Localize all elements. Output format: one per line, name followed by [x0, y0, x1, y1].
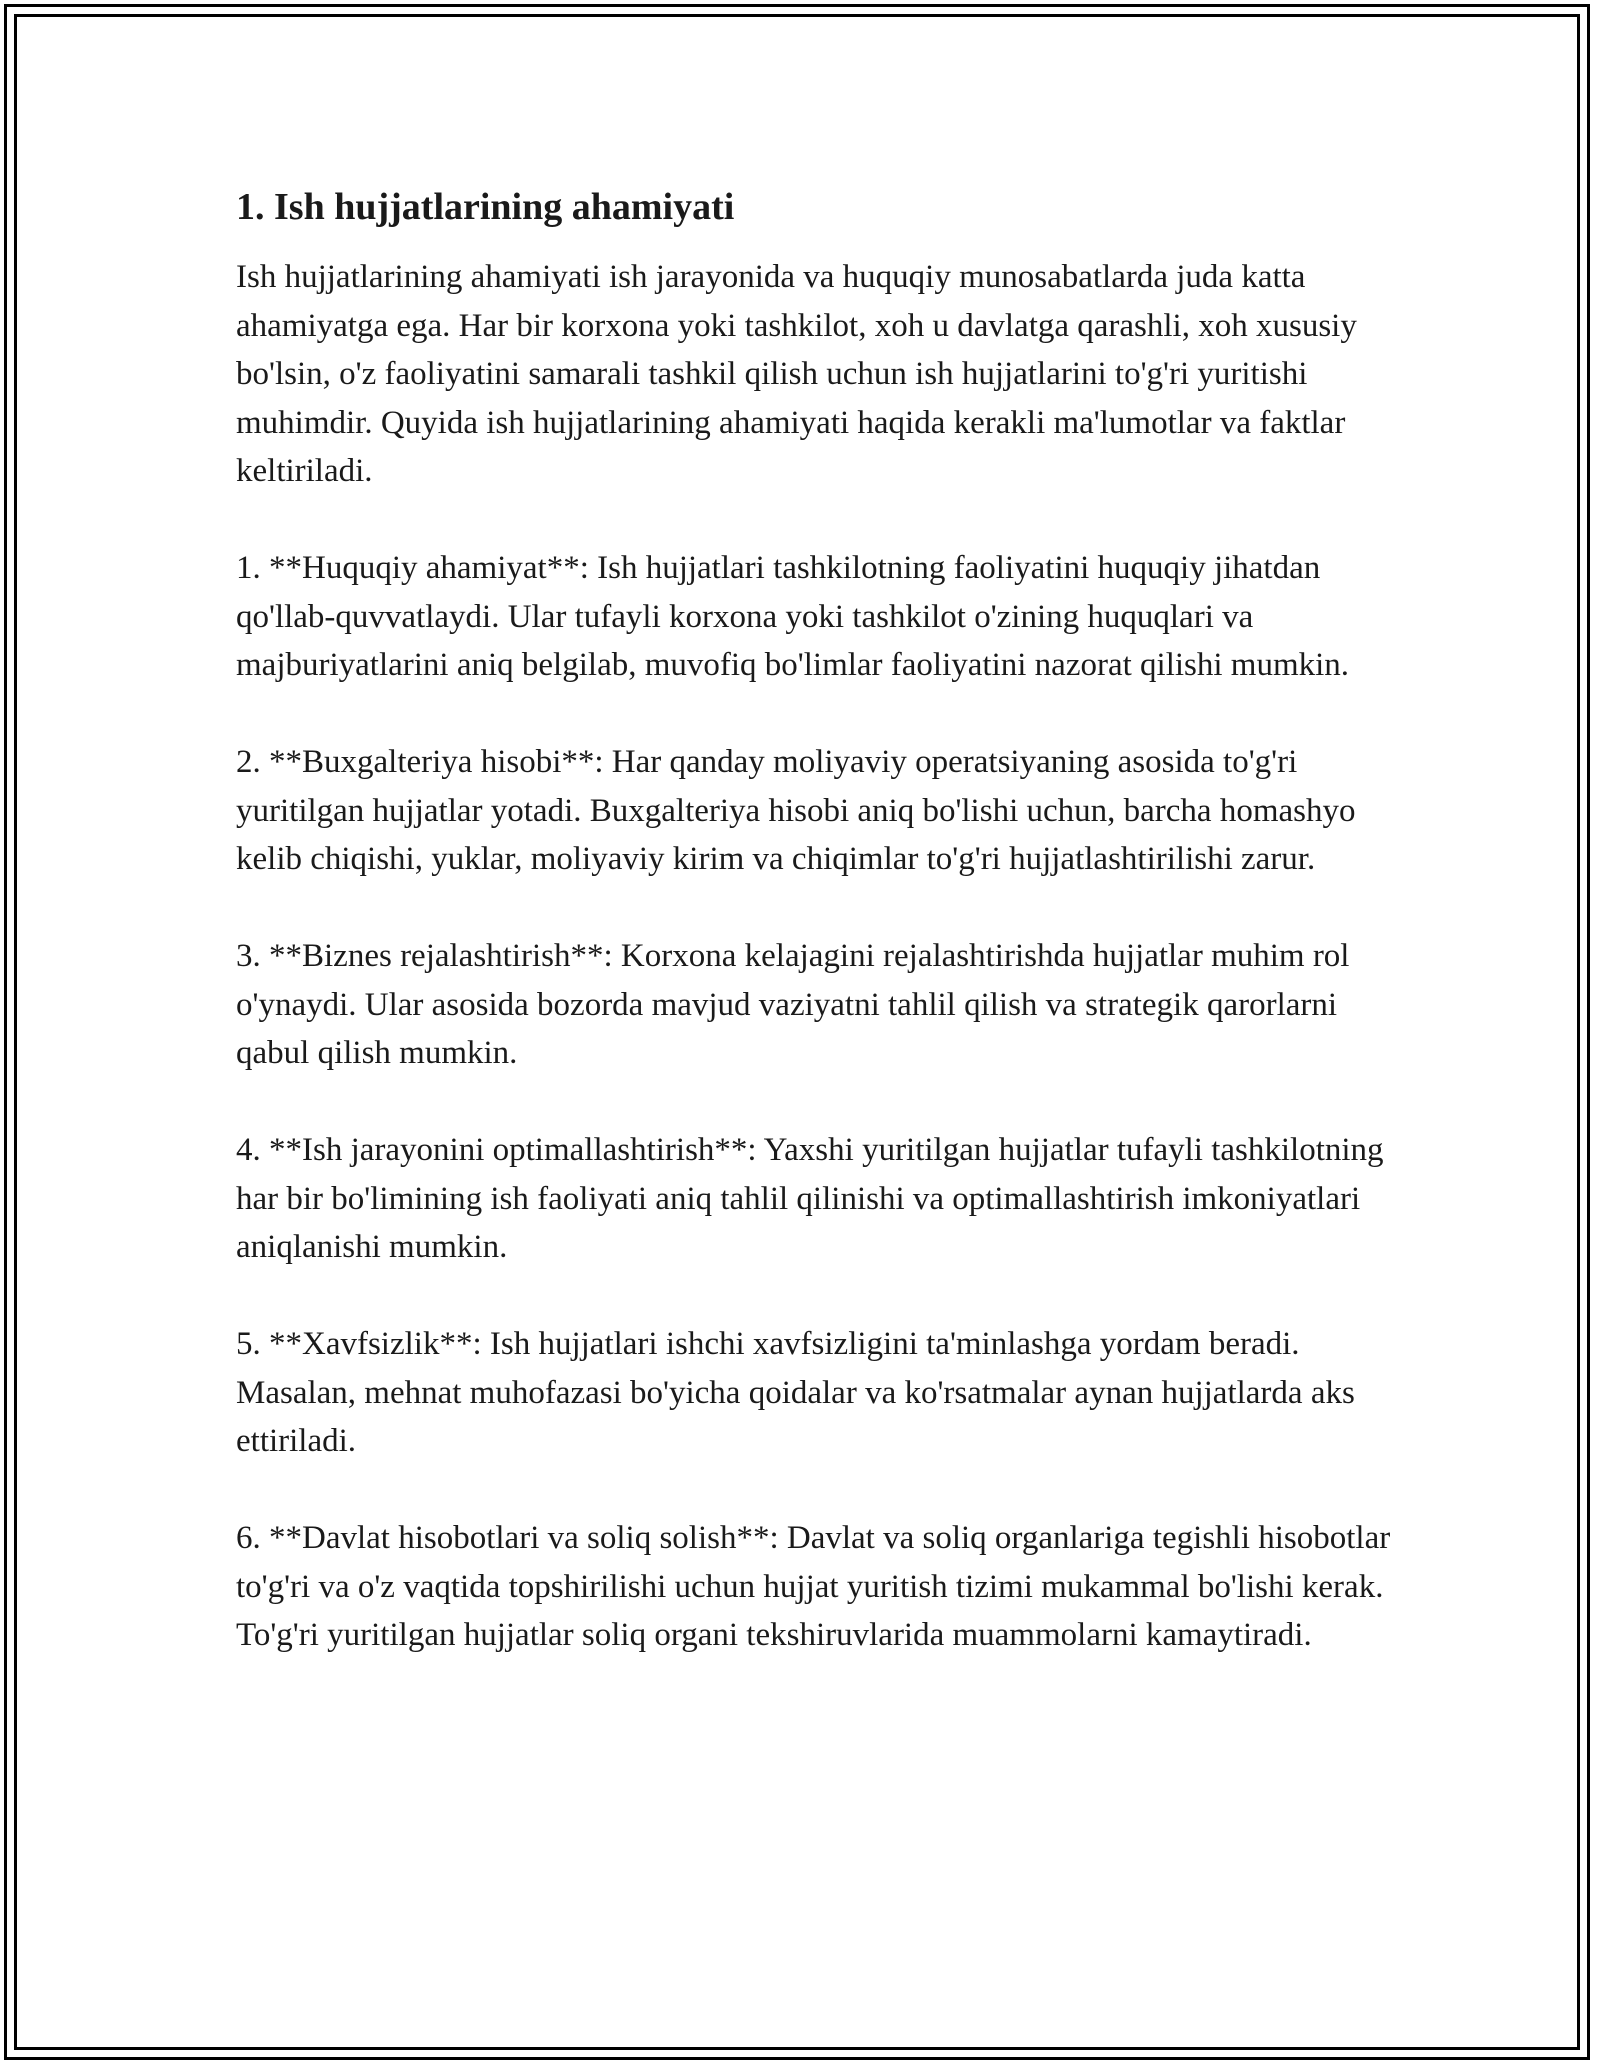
list-item-business-planning: 3. **Biznes rejalashtirish**: Korxona kelajagini rejalashtirishda hujjatlar muhim rol o'ynaydi. Ular asosida bozorda mavjud vaziyatni tahlil qilish va strategik qarorlarni qabul qilish mumkin. [236, 938, 1350, 1071]
list-item-legal: 1. **Huquqiy ahamiyat**: Ish hujjatlari tashkilotning faoliyatini huquqiy jihatdan qo'llab-quvvatlaydi. Ular tufayli korxona yoki tashkilot o'zining huquqlari va majburiyatlarini aniq belgilab, muvofiq bo'limlar faoliyatini nazorat qilishi mumkin. [236, 550, 1350, 683]
list-item-state-reports-tax: 6. **Davlat hisobotlari va soliq solish**: Davlat va soliq organlariga tegishli hisobotlar to'g'ri va o'z vaqtida topshirilishi uchun hujjat yuritish tizimi mukammal bo'lishi kerak. To'g'ri yuritilgan hujjatlar soliq organi tekshiruvlarida muammolarni kamaytiradi. [236, 1520, 1391, 1653]
list-item-accounting: 2. **Buxgalteriya hisobi**: Har qanday moliyaviy operatsiyaning asosida to'g'ri yuritilgan hujjatlar yotadi. Buxgalteriya hisobi aniq bo'lishi uchun, barcha homashyo kelib chiqishi, yuklar, moliyaviy kirim va chiqimlar to'g'ri hujjatlashtirilishi zarur. [236, 744, 1356, 877]
intro-paragraph: Ish hujjatlarining ahamiyati ish jarayonida va huquqiy munosabatlarda juda katta ahamiyatga ega. Har bir korxona yoki tashkilot, xoh u davlatga qarashli, xoh xususiy bo'lsin, o'z faoliyatini samarali tashkil qilish uchun ish hujjatlarini to'g'ri yuritishi muhimdir. Quyida ish hujjatlarining ahamiyati haqida kerakli ma'lumotlar va faktlar keltiriladi. [236, 259, 1357, 489]
list-item-safety: 5. **Xavfsizlik**: Ish hujjatlari ishchi xavfsizligini ta'minlashga yordam beradi. Masalan, mehnat muhofazasi bo'yicha qoidalar va ko'rsatmalar aynan hujjatlarda aks ettiriladi. [236, 1326, 1355, 1459]
list-item-process-optimization: 4. **Ish jarayonini optimallashtirish**: Yaxshi yuritilgan hujjatlar tufayli tashkilotning har bir bo'limining ish faoliyati aniq tahlil qilinishi va optimallashtirish imkoniyatlari aniqlanishi mumkin. [236, 1132, 1384, 1265]
section-title: 1. Ish hujjatlarining ahamiyati [236, 186, 735, 228]
document-body [236, 183, 1396, 1708]
